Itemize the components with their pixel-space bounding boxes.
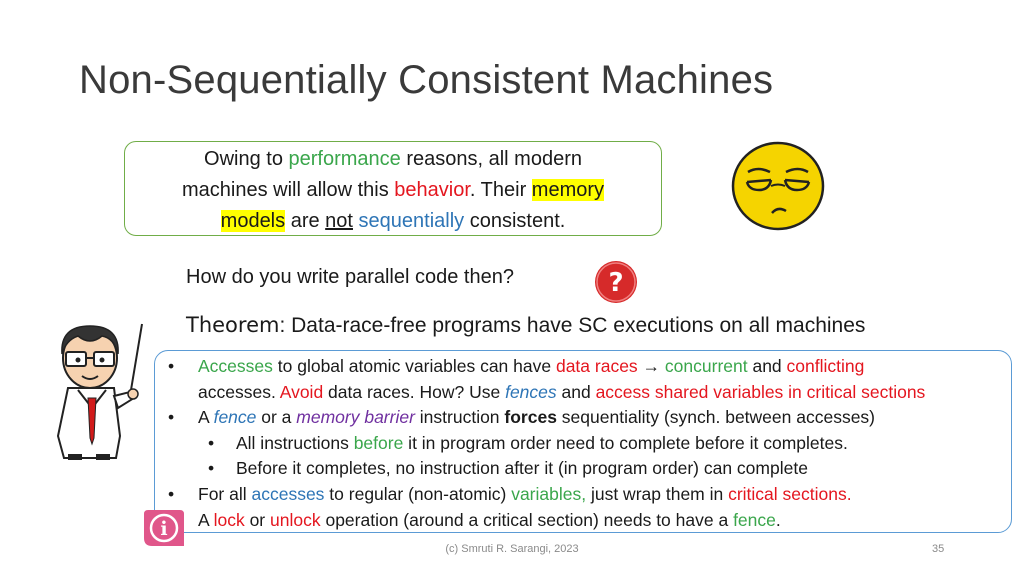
bullet-marker: •: [168, 407, 175, 428]
callout-keyword-behavior: behavior: [394, 179, 470, 201]
info-glyph: i: [160, 518, 168, 540]
bullet-text: .: [775, 509, 781, 530]
bullet-marker: •: [168, 356, 175, 376]
callout-line-3: [125, 206, 661, 237]
theorem-line: [186, 313, 865, 338]
bullet-marker: •: [208, 458, 215, 479]
callout-text: consistent.: [464, 210, 566, 232]
keyword-forces: forces: [504, 407, 557, 428]
bullet-text: sequentiality (synch. between accesses): [556, 407, 876, 428]
bullet-text: to global atomic variables can have: [272, 356, 556, 376]
callout-text: Owing to: [204, 148, 289, 170]
callout-keyword-performance: performance: [288, 148, 401, 170]
keyword-data-races: data races: [555, 356, 638, 376]
bullet-text: instruction: [414, 407, 505, 428]
bullet-text: or: [244, 509, 270, 530]
keyword-fences: fences: [505, 381, 557, 402]
keyword-concurrent: concurrent: [664, 356, 748, 376]
bullet-text: it in program order need to complete before it completes.: [403, 432, 848, 453]
theorem-label: Theorem: [186, 313, 280, 337]
teacher-cartoon-icon: [38, 318, 156, 463]
keyword-fence: fence: [733, 509, 776, 530]
keyword-avoid: Avoid: [279, 381, 324, 402]
callout-keyword-sequentially: sequentially: [358, 210, 465, 232]
callout-highlight-memory: memory: [531, 179, 605, 201]
keyword-before: before: [353, 432, 404, 453]
keyword-critical-sections: critical sections.: [728, 483, 852, 504]
question-mark-icon: [594, 260, 638, 304]
keyword-fence: fence: [213, 407, 257, 428]
slide-title: Non-Sequentially Consistent Machines: [79, 58, 774, 102]
footer-credit: (c) Smruti R. Sarangi, 2023: [445, 543, 579, 555]
question-text: How do you write parallel code then?: [186, 266, 514, 288]
callout-text: reasons, all modern: [400, 148, 582, 170]
bullet-text: or a: [256, 407, 297, 428]
callout-text: are: [285, 210, 326, 232]
arrow-icon: →: [637, 356, 665, 376]
sad-face-icon: [730, 140, 826, 232]
bullet-text: All instructions: [236, 432, 354, 453]
keyword-accesses: Accesses: [198, 356, 273, 376]
bullet-text: Before it completes, no instruction after it (in program order) can complete: [236, 458, 808, 479]
bullet-text: operation (around a critical section) needs to have a: [320, 509, 734, 530]
keyword-accesses: accesses: [251, 483, 325, 504]
bullet-text: A: [198, 407, 214, 428]
callout-box: [124, 141, 662, 236]
question-mark-glyph: ?: [608, 268, 624, 298]
keyword-critical-sections: access shared variables in critical sections: [595, 381, 926, 402]
bullet-text: accesses.: [198, 381, 280, 402]
bullet-text: data races. How? Use: [323, 381, 506, 402]
bullet-text: A: [198, 509, 214, 530]
keyword-variables: variables,: [511, 483, 587, 504]
keyword-lock: lock: [213, 509, 245, 530]
theorem-statement: : Data-race-free programs have SC executions on all machines: [279, 314, 866, 337]
keyword-unlock: unlock: [270, 509, 321, 530]
bullet-text: to regular (non-atomic): [324, 483, 512, 504]
callout-text: machines will allow this: [181, 179, 395, 201]
bullet-marker: •: [208, 432, 215, 453]
bullet-text: and: [556, 381, 596, 402]
callout-line-1: [125, 144, 661, 175]
keyword-conflicting: conflicting: [786, 356, 865, 376]
bullet-text: just wrap them in: [586, 483, 729, 504]
page-number: 35: [932, 543, 945, 555]
bullet-text: For all: [198, 483, 252, 504]
keyword-memory-barrier: memory barrier: [296, 407, 415, 428]
callout-text: . Their: [469, 179, 532, 201]
callout-underlined-not: not: [325, 210, 353, 232]
callout-line-2: [125, 175, 661, 206]
callout-highlight-models: models: [220, 210, 286, 232]
bullet-marker: •: [168, 483, 175, 504]
bullet-text: and: [747, 356, 787, 376]
